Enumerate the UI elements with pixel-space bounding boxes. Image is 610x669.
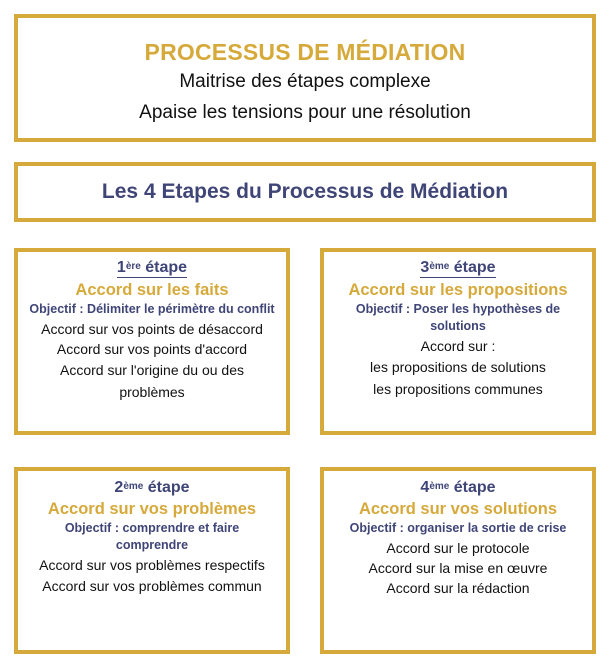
step-title: Accord sur vos solutions xyxy=(358,500,558,518)
step-word: étape xyxy=(147,479,190,496)
step-item: Accord sur le protocole xyxy=(386,540,530,556)
step-label xyxy=(114,477,189,499)
step-item: Accord sur vos problèmes commun xyxy=(42,578,262,594)
step-objective: Objectif : Délimiter le périmètre du conflit xyxy=(29,302,275,316)
step-word: étape xyxy=(145,259,188,276)
step-item: Accord sur l'origine du ou des problèmes xyxy=(60,362,244,400)
section-title-box xyxy=(14,162,596,222)
step-items xyxy=(324,336,592,400)
subtitle-1: Maitrise des étapes complexe xyxy=(179,71,431,92)
step-item: Accord sur la mise en œuvre xyxy=(368,560,548,576)
step-item: Accord sur vos problèmes respectifs xyxy=(39,557,265,573)
step-item: les propositions de solutions xyxy=(370,359,546,375)
step-item: Accord sur vos points d'accord xyxy=(56,341,248,357)
step-title: Accord sur vos problèmes xyxy=(47,500,257,518)
step-items xyxy=(18,555,286,597)
step-ordinal-suffix: ème xyxy=(429,261,450,272)
step-objective: Objectif : comprendre et faire comprendre xyxy=(64,521,240,552)
step-item: les propositions communes xyxy=(373,381,543,397)
step-item: Accord sur : xyxy=(420,338,496,354)
step-ordinal-suffix: ème xyxy=(123,481,144,492)
step-title: Accord sur les faits xyxy=(75,281,229,299)
step-number: 3 xyxy=(420,259,430,276)
subtitle-2: Apaise les tensions pour une résolution xyxy=(139,102,471,123)
step-word: étape xyxy=(453,479,496,496)
step-card-3 xyxy=(320,248,596,435)
step-items xyxy=(324,538,592,598)
step-card-4 xyxy=(320,467,596,654)
step-item: Accord sur vos points de désaccord xyxy=(41,321,263,337)
header-box xyxy=(14,14,596,142)
step-card-2 xyxy=(14,467,290,654)
step-number: 2 xyxy=(114,479,124,496)
main-title: PROCESSUS DE MÉDIATION xyxy=(144,39,466,65)
step-card-1 xyxy=(14,248,290,435)
step-number: 4 xyxy=(420,479,430,496)
step-word: étape xyxy=(453,259,496,276)
step-label xyxy=(117,258,187,278)
step-title: Accord sur les propositions xyxy=(348,281,568,299)
step-label xyxy=(420,258,495,278)
step-label xyxy=(420,477,495,499)
step-number: 1 xyxy=(116,259,126,276)
section-title: Les 4 Etapes du Processus de Médiation xyxy=(101,180,509,203)
step-ordinal-suffix: ème xyxy=(429,481,450,492)
step-ordinal-suffix: ère xyxy=(125,261,141,272)
step-objective: Objectif : organiser la sortie de crise xyxy=(349,521,567,535)
step-objective: Objectif : Poser les hypothèses de solutions xyxy=(355,302,561,333)
step-items xyxy=(18,319,286,403)
step-item: Accord sur la rédaction xyxy=(386,580,530,596)
